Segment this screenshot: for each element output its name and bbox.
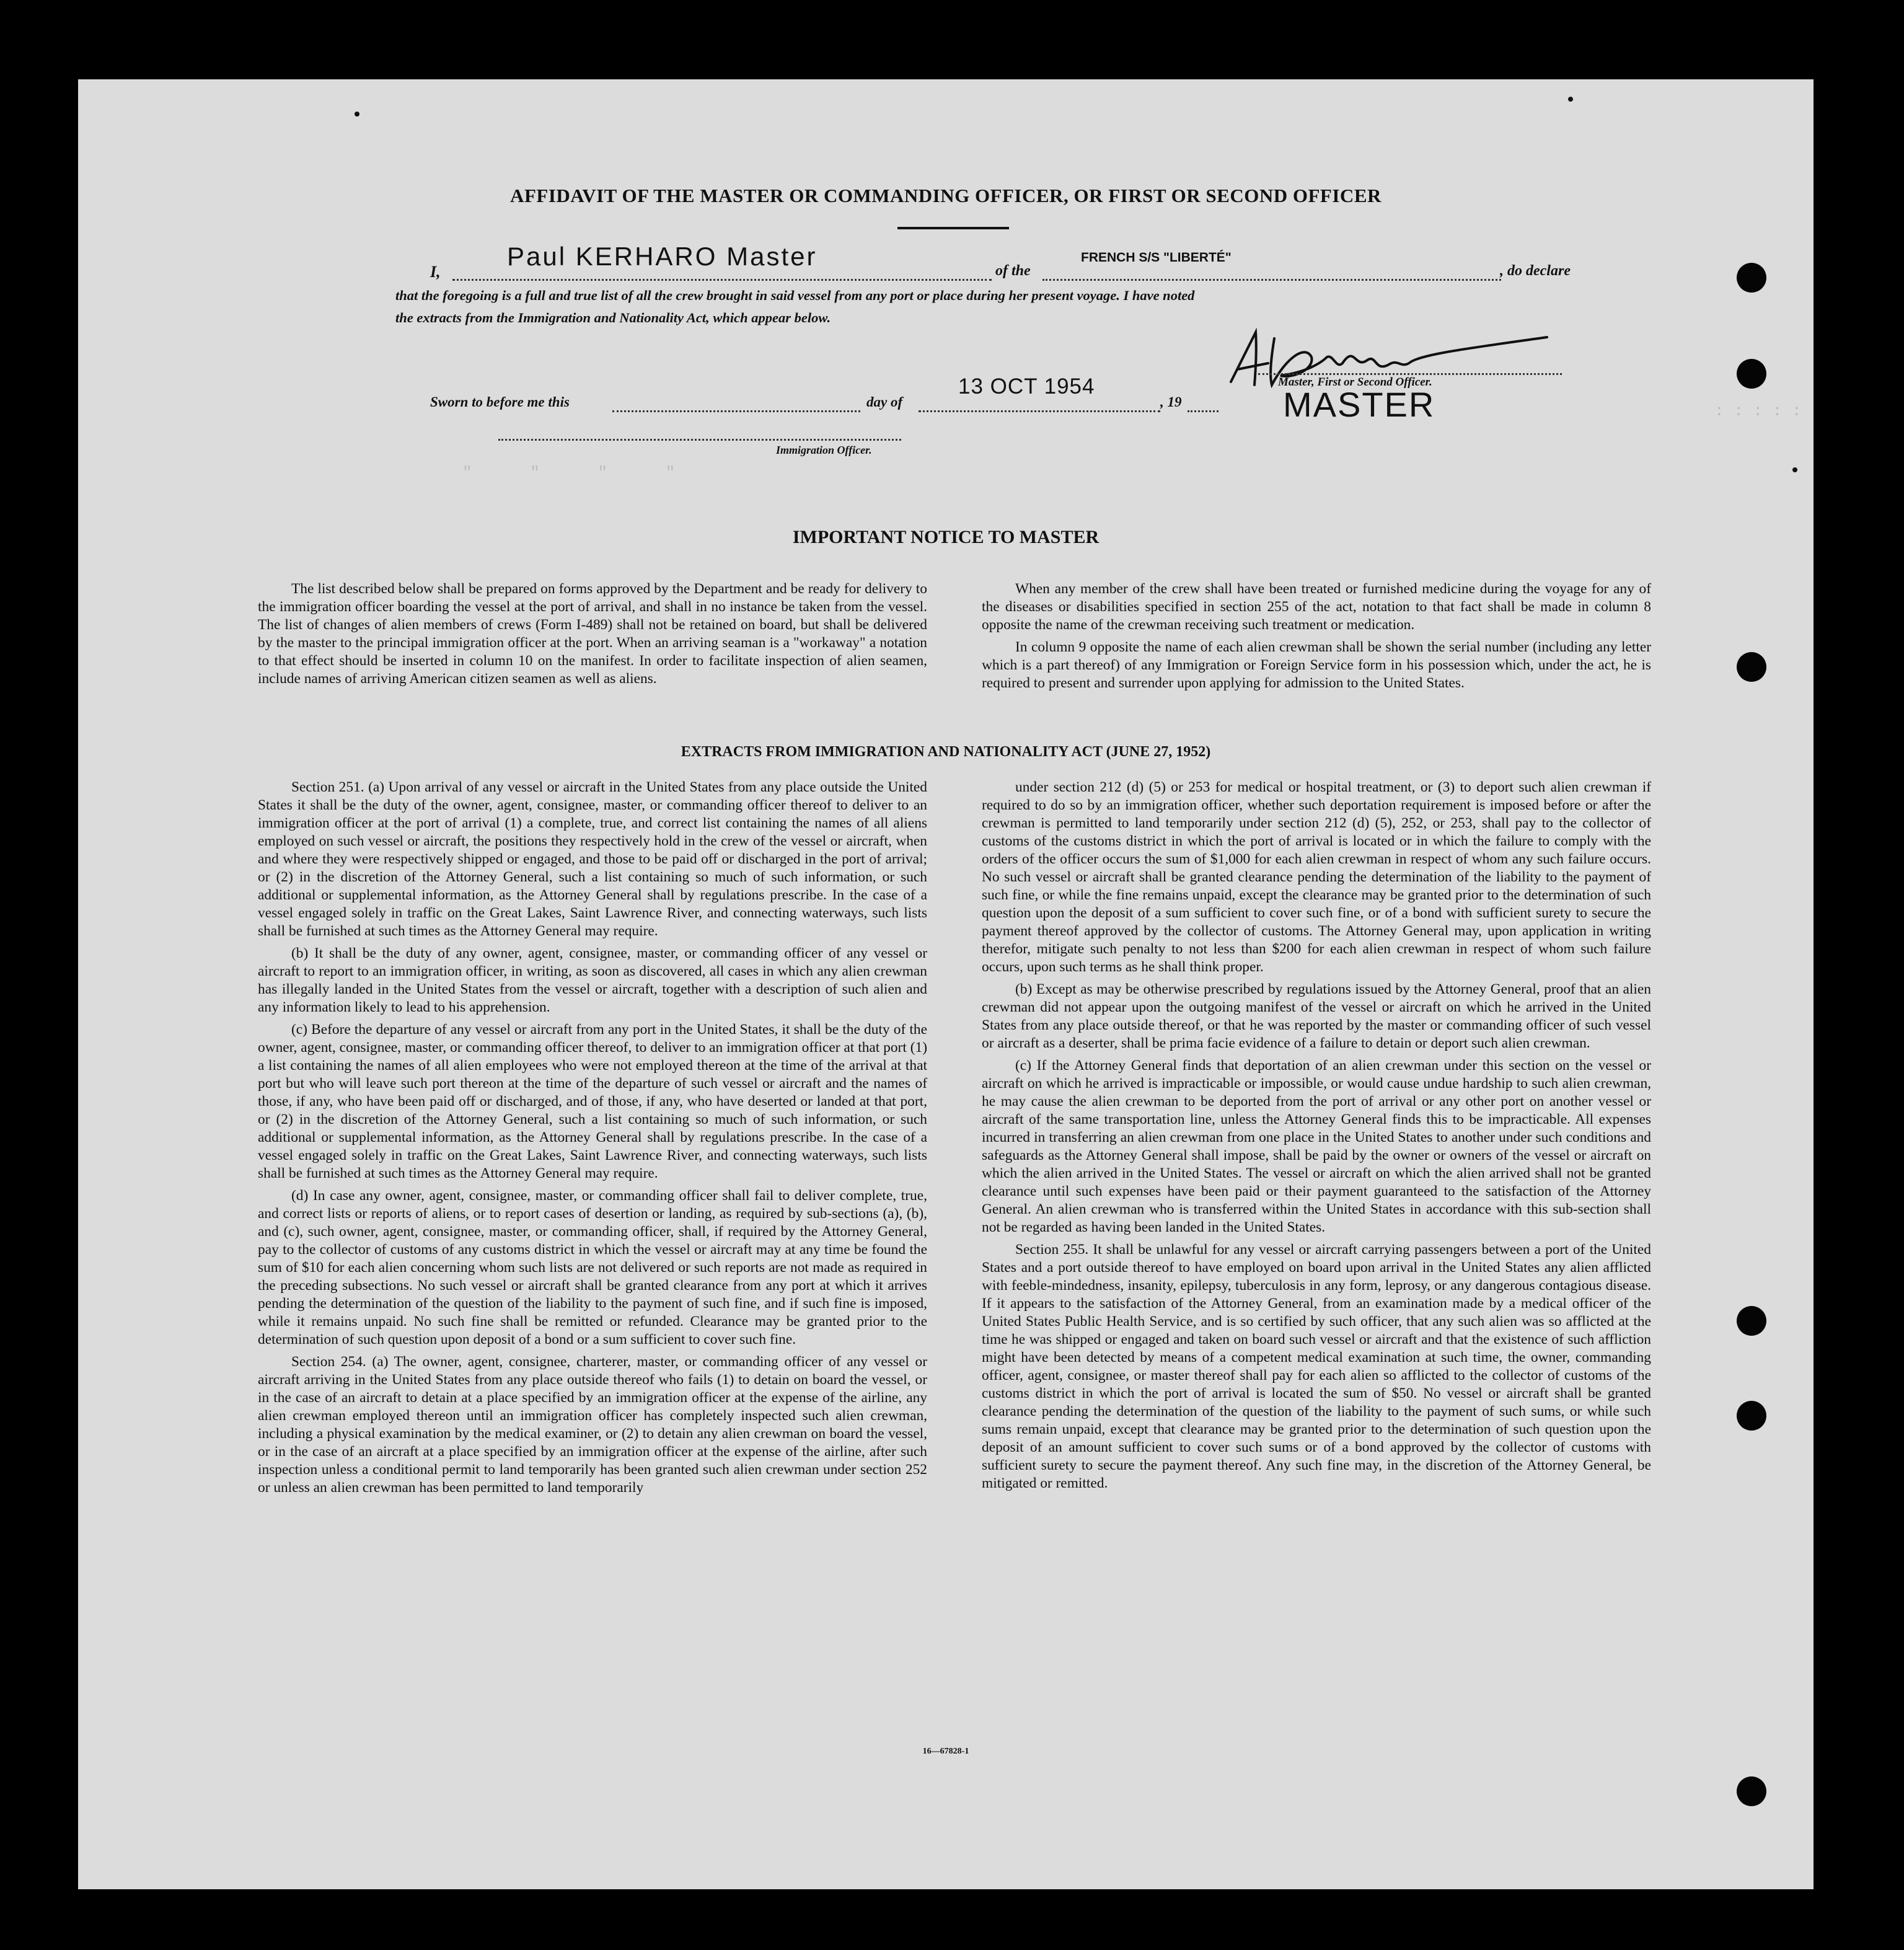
notice-right-column [982, 580, 1651, 697]
paragraph: (b) Except as may be otherwise prescribed by regulations issued by the Attorney General, proof that an alien crewman did not appear upon the outgoing manifest of the vessel or aircraft on which he arrived in the United States from any place outside thereof, or that he was reported by the master or commanding officer of such vessel or aircraft as a deserter, shall be prima facie evidence of a failure to detain or deport such alien crewman. [982, 981, 1651, 1051]
extracts-right-column [982, 779, 1651, 1497]
master-stamp: MASTER [1283, 385, 1435, 424]
paragraph: The list described below shall be prepared on forms approved by the Department and be ready for delivery to the immigration officer boarding the vessel at the port of arrival, and shall in no instance be taken from the vessel. The list of changes of alien members of crews (Form I-489) shall not be retained on board, but shall be delivered by the master to the principal immigration officer at the port. When an arriving seaman is a "workaway" a notation to that effect should be inserted in column 10 on the manifest. In order to facilitate inspection of alien seamen, include names of arriving American citizen seamen as well as aliens. [258, 581, 927, 687]
scan-speck [1792, 467, 1797, 472]
paragraph: Section 254. (a) The owner, agent, consignee, charterer, master, or commanding officer of any vessel or aircraft arriving in the United States from any place outside thereof who fails (1) to detain on board the vessel, or in the case of an aircraft to detain at a place specified by an immigration officer at the expense of the airline, any alien crewman employed thereon until an immigration officer has completely inspected such alien crewman, including a physical examination by the medical examiner, or (2) to detain any alien crewman on board the vessel, or in the case of an aircraft at a place specified by an immigration officer at the expense of the airline, after such inspection unless a conditional permit to land temporarily has been granted such alien crewman under section 252 or unless an alien crewman has been permitted to land temporarily [258, 1354, 927, 1496]
paragraph: Section 255. It shall be unlawful for any vessel or aircraft carrying passengers between a port of the United States and a port outside thereof to have employed on board upon arrival in the United States any alien afflicted with feeble-mindedness, insanity, epilepsy, tuberculosis in any form, leprosy, or any dangerous contagious disease. If it appears to the satisfaction of the Attorney General, from an examination made by a medical officer of the United States Public Health Service, and is so certified by such officer, that any such alien was so afflicted at the time he was shipped or engaged and taken on board such vessel or aircraft and that the existence of such affliction might have been detected by means of a competent medical examination at such time, the owner, commanding officer, agent, consignee, or master thereof shall pay for each alien so afflicted to the collector of customs of the customs district in which the port of arrival is located the sum of $50. No vessel or aircraft shall be granted clearance pending the determination of the question of the liability to the payment of such sums, or while such sums remain unpaid, except that clearance may be granted prior to the determination of such question upon the deposit of an amount sufficient to cover such sums or of a bond approved by the collector of customs with sufficient surety to secure the payment thereof. Any such fine may, in the discretion of the Attorney General, be mitigated or remitted. [982, 1242, 1651, 1491]
punch-hole [1737, 652, 1766, 682]
immigration-officer-signature-line [498, 438, 901, 441]
affidavit-title: AFFIDAVIT OF THE MASTER OR COMMANDING OFFICER, OR FIRST OR SECOND OFFICER [510, 185, 1382, 206]
paragraph: (c) Before the departure of any vessel or aircraft from any port in the United States, it shall be the duty of the owner, agent, consignee, master, or commanding officer thereof, to deliver to an immigration officer at that port (1) a list containing the names of all alien employees who were not employed thereon at the time of the arrival at that port but who will leave such port thereon at the time of the departure of such vessel or aircraft and the names of those, if any, who have been paid off or discharged, and of those, if any, who have deserted or landed at that port, or (2) in the discretion of the Attorney General, such a list containing so much of such information, or such additional or supplemental information, as the Attorney General shall by regulations prescribe. In the case of a vessel engaged solely in traffic on the Great Lakes, Saint Lawrence River, and connecting waterways, such lists shall be furnished at such times as the Attorney General may require. [258, 1021, 927, 1181]
signature-caption: Master, First or Second Officer. [1278, 376, 1432, 389]
day-of-label: day of [866, 394, 903, 410]
paragraph: When any member of the crew shall have been treated or furnished medicine during the voyage for any of the diseases or disabilities specified in section 255 of the act, notation to that fact shall be made in column 8 opposite the name of the crewman receiving such treatment or medication. [982, 581, 1651, 633]
year-label: , 19 [1160, 394, 1182, 410]
paragraph: Section 251. (a) Upon arrival of any vessel or aircraft in the United States from any place outside the United States it shall be the duty of the owner, agent, consignee, master, or commanding officer thereof to deliver to an immigration officer at the port of arrival (1) a complete, true, and correct list containing the names of all aliens employed on such vessel or aircraft, the positions they respectively hold in the crew of the vessel or aircraft, when and where they were respectively shipped or engaged, and those to be paid off or discharged in the port of arrival; or (2) in the discretion of the Attorney General, such a list containing so much of such information, or such additional or supplemental information, as the Attorney General shall by regulations prescribe. In the case of a vessel engaged solely in traffic on the Great Lakes, Saint Lawrence River, and connecting waterways, such lists shall be furnished at such times as the Attorney General may require. [258, 779, 927, 939]
punch-hole [1737, 1401, 1766, 1431]
date-stamp: 13 OCT 1954 [958, 374, 1095, 399]
declaration-text: the extracts from the Immigration and Nationality Act, which appear below. [395, 310, 831, 325]
bleed-through-marks: " " " " [462, 464, 676, 482]
sworn-day-field [612, 393, 860, 412]
paragraph: under section 212 (d) (5) or 253 for medical or hospital treatment, or (3) to deport such alien crewman if required to do so by an immigration officer, whether such deportation requirement is imposed before or after the crewman is permitted to land temporarily under section 212 (d) (5), 252, or 253, shall pay to the collector of customs of the customs district in which the port of arrival is located or in which the failure to comply with the orders of the officer occurs the sum of $1,000 for each alien crewman in respect of whom any such failure occurs. No such vessel or aircraft shall be granted clearance pending the determination of the liability to the payment of such fine, or while the fine remains unpaid, except the clearance may be granted prior to the determination of such question upon the deposit of a sum sufficient to cover such fine, or of a bond with sufficient surety to secure the payment thereof approved by the collector of customs. The Attorney General may, upon application in writing therefor, mitigate such penalty to not less than $200 for each alien crewman in respect of whom such failure occurs, upon such terms as he shall think proper. [982, 779, 1651, 975]
i-label: I, [430, 263, 441, 281]
punch-hole [1737, 1776, 1766, 1806]
immigration-officer-caption: Immigration Officer. [776, 444, 872, 456]
title-underline [897, 227, 1009, 229]
form-number: 16—67828-1 [922, 1747, 969, 1756]
declarant-name: Paul KERHARO Master [507, 242, 818, 271]
paragraph: (d) In case any owner, agent, consignee, master, or commanding officer shall fail to deliver complete, true, and correct lists or reports of aliens, or to report cases of desertion or landing, as required by sub-sections (a), (b), and (c), such owner, agent, consignee, master, or commanding officer, shall, if required by the Attorney General, pay to the collector of customs of any customs district in which the vessel or aircraft may at any time be found the sum of $10 for each alien concerning whom such lists are not delivered or such reports are not made as required in the preceding subsections. No such vessel or aircraft shall be granted clearance from any port at which it arrives pending the determination of the question of the liability to the payment of such fine, and if such fine is imposed, while it remains unpaid. No such fine shall be remitted or refunded. Clearance may be granted prior to the determination of such question upon deposit of a bond or a sum sufficient to cover such fine. [258, 1188, 927, 1348]
do-declare-label: , do declare [1500, 263, 1571, 279]
declaration-text: that the foregoing is a full and true list of all the crew brought in said vessel from any port or place during her present voyage. I have noted [395, 288, 1195, 303]
bleed-through-marks: : : : : : [1714, 402, 1802, 420]
document-page [78, 79, 1814, 1889]
extracts-left-column [258, 779, 927, 1501]
sworn-year-field [1188, 393, 1219, 412]
paragraph: (b) It shall be the duty of any owner, agent, consignee, master, or commanding officer of any vessel or aircraft to report to an immigration officer, in writing, as soon as discovered, all cases in which any alien crewman has illegally landed in the United States from the vessel or aircraft, together with a description of such alien and any information likely to lead to his apprehension. [258, 945, 927, 1015]
signature-line [1258, 372, 1562, 375]
paragraph: (c) If the Attorney General finds that deportation of an alien crewman under this section on the vessel or aircraft on which he arrived is impracticable or impossible, or would cause undue hardship to such alien crewman, he may cause the alien crewman to be deported from the port of arrival or any other port on another vessel or aircraft of the same transportation line, unless the Attorney General finds this to be impracticable. All expenses incurred in transferring an alien crewman from one place in the United States to another under such conditions and safeguards as the Attorney General shall impose, shall be paid by the owner or owners of the vessel or aircraft on which the alien arrived in the United States. The vessel or aircraft on which the alien arrived shall not be granted clearance until such expenses have been paid or their payment guaranteed to the satisfaction of the Attorney General. An alien crewman who is transferred within the United States in accordance with this sub-section shall not be regarded as having been landed in the United States. [982, 1057, 1651, 1235]
punch-hole [1737, 359, 1766, 389]
scan-speck [1568, 97, 1573, 102]
punch-hole [1737, 263, 1766, 293]
scan-speck [355, 112, 359, 117]
sworn-label: Sworn to before me this [430, 394, 570, 410]
extracts-heading: EXTRACTS FROM IMMIGRATION AND NATIONALITY ACT (JUNE 27, 1952) [681, 744, 1211, 760]
notice-left-column [258, 580, 927, 692]
notice-heading: IMPORTANT NOTICE TO MASTER [792, 527, 1100, 547]
paragraph: In column 9 opposite the name of each alien crewman shall be shown the serial number (including any letter which is a part thereof) of any Immigration or Foreign Service form in his possession which, under the act, he is required to present and surrender upon applying for admission to the United States. [982, 639, 1651, 691]
vessel-name: FRENCH S/S "LIBERTÉ" [1081, 250, 1232, 265]
of-the-label: of the [995, 263, 1031, 279]
punch-hole [1737, 1306, 1766, 1336]
